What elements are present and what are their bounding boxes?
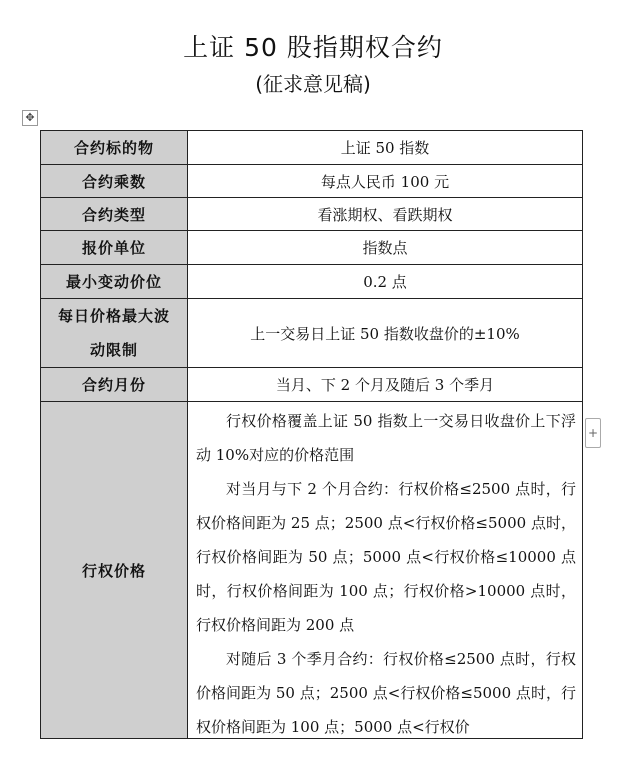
row-label: 合约类型 bbox=[41, 198, 188, 231]
contract-table bbox=[40, 130, 583, 739]
row-value: 上一交易日上证 50 指数收盘价的±10% bbox=[188, 299, 583, 368]
rule-paragraph: 对当月与下 2 个月合约：行权价格≤2500 点时，行权价格间距为 25 点；2500 点<行权价格≤5000 点时，行权价格间距为 50 点；5000 点<行权价格≤10000 点时，行权价格间距为 100 点；行权价格>10000 点时，行权价格间距为 200 点 bbox=[196, 480, 576, 634]
table-row bbox=[41, 231, 583, 265]
table-row bbox=[41, 131, 583, 165]
table-row bbox=[41, 198, 583, 231]
table-row bbox=[41, 402, 583, 739]
table-move-handle-icon[interactable]: ✥ bbox=[22, 110, 38, 126]
row-value: 上证 50 指数 bbox=[188, 131, 583, 165]
row-label bbox=[41, 299, 188, 368]
row-label: 最小变动价位 bbox=[41, 265, 188, 299]
row-label: 报价单位 bbox=[41, 231, 188, 265]
table-row bbox=[41, 299, 583, 368]
row-label-line: 动限制 bbox=[89, 341, 138, 359]
table-row bbox=[41, 165, 583, 198]
strike-price-rules bbox=[188, 402, 583, 739]
row-value: 看涨期权、看跌期权 bbox=[188, 198, 583, 231]
row-label: 合约标的物 bbox=[41, 131, 188, 165]
rule-paragraph: 行权价格覆盖上证 50 指数上一交易日收盘价上下浮动 10%对应的价格范围 bbox=[196, 412, 576, 464]
document-subtitle: (征求意见稿) bbox=[255, 72, 371, 96]
row-label: 合约月份 bbox=[41, 368, 188, 402]
table-row bbox=[41, 368, 583, 402]
row-value: 当月、下 2 个月及随后 3 个季月 bbox=[188, 368, 583, 402]
row-label: 合约乘数 bbox=[41, 165, 188, 198]
document-title: 上证 50 股指期权合约 bbox=[183, 33, 443, 62]
row-value: 0.2 点 bbox=[188, 265, 583, 299]
row-label: 行权价格 bbox=[41, 402, 188, 739]
table-add-column-icon[interactable]: + bbox=[585, 418, 601, 448]
rule-paragraph: 对随后 3 个季月合约：行权价格≤2500 点时，行权价格间距为 50 点；2500 点<行权价格≤5000 点时，行权价格间距为 100 点；5000 点<行权价 bbox=[196, 650, 576, 736]
row-value: 每点人民币 100 元 bbox=[188, 165, 583, 198]
table-row bbox=[41, 265, 583, 299]
row-value: 指数点 bbox=[188, 231, 583, 265]
row-label-line: 每日价格最大波 bbox=[57, 307, 170, 325]
